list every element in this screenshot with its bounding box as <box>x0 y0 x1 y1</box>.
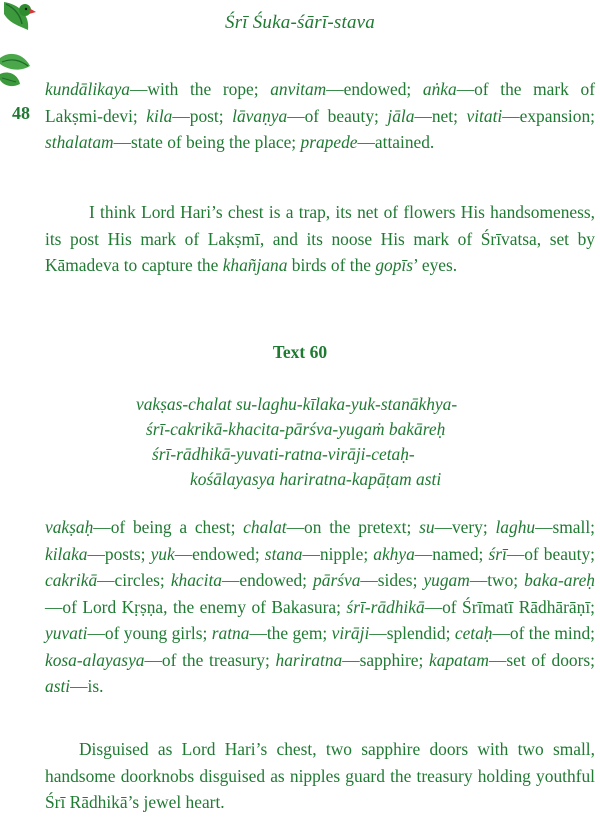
sanskrit-word: vakṣaḥ <box>45 517 94 537</box>
translation-59 <box>45 199 595 279</box>
word-meaning: —set of doors; <box>488 649 595 670</box>
word-meaning: —sapphire; <box>342 649 430 670</box>
word-meanings-60 <box>45 514 595 700</box>
word-meaning: —with the rope; <box>130 79 271 99</box>
word-meaning: —of Lord Kṛṣṇa, the enemy of Bakasura; <box>45 596 347 617</box>
word-meaning: —very; <box>434 517 496 537</box>
word-meaning: —named; <box>414 543 489 564</box>
word-meaning: —of beauty; <box>506 543 595 564</box>
word-meaning: —of the treasury; <box>144 649 276 670</box>
word-meaning: —on the pretext; <box>286 517 420 537</box>
word-meaning: —of beauty; <box>287 105 388 126</box>
sanskrit-word: khacita <box>170 570 222 590</box>
sanskrit-word: su <box>419 517 435 537</box>
word-meaning: —post; <box>172 105 233 126</box>
word-meaning: —state of being the place; <box>113 132 301 152</box>
word-meaning: —splendid; <box>369 623 455 643</box>
sanskrit-word: kila <box>146 105 173 126</box>
verse-60 <box>0 392 600 492</box>
word-meaning: —endowed; <box>174 543 265 564</box>
word-meaning: —of young girls; <box>87 623 212 643</box>
sanskrit-word: śrī <box>488 543 507 564</box>
word-meaning: —small; <box>535 517 595 537</box>
sanskrit-word: kapatam <box>429 649 489 670</box>
word-meaning: —endowed; <box>222 570 314 590</box>
word-meaning: —the gem; <box>249 623 332 643</box>
page-number: 48 <box>12 103 30 123</box>
text-heading: Text 60 <box>272 342 328 362</box>
sanskrit-word: yuk <box>150 543 175 564</box>
word-meaning: —of the mark of Lakṣmi-devi; <box>45 79 595 126</box>
word-meaning: —posts; <box>87 543 151 564</box>
sanskrit-word: baka-areḥ <box>524 570 595 590</box>
translation-text: ’ eyes. <box>413 255 458 275</box>
word-meaning: —two; <box>469 570 525 590</box>
word-meanings-59 <box>45 76 595 156</box>
verse-line: vakṣas-chalat su-laghu-kīlaka-yuk-stanākhya- <box>136 394 458 414</box>
sanskrit-word: hariratna <box>275 649 343 670</box>
translation-text: birds of the <box>287 255 376 275</box>
sanskrit-word: aṅka <box>422 79 457 99</box>
word-meaning: —attained. <box>357 132 435 152</box>
sanskrit-word: asti <box>45 676 71 696</box>
word-meaning: —is. <box>70 676 104 696</box>
sanskrit-word: ratna <box>211 623 250 643</box>
sanskrit-word: stana <box>264 543 303 564</box>
sanskrit-word: cetaḥ <box>454 623 493 643</box>
word-meaning: —net; <box>414 105 467 126</box>
word-meaning: —expansion; <box>502 105 595 126</box>
verse-line: śrī-cakrikā-khacita-pārśva-yugaṁ bakāreḥ <box>146 419 446 439</box>
sanskrit-word: chalat <box>243 517 287 537</box>
sanskrit-word: lāvaṇya <box>232 105 288 126</box>
word-meaning: —endowed; <box>326 79 423 99</box>
verse-line: śrī-rādhikā-yuvati-ratna-virāji-cetaḥ- <box>152 444 415 464</box>
word-meaning: —of the mind; <box>492 623 595 643</box>
sanskrit-word: yugam <box>423 570 470 590</box>
italic-term: khañjana <box>222 255 288 275</box>
sanskrit-word: prapede <box>300 132 358 152</box>
translation-text: I think Lord Hari’s chest is a trap, its net of flowers His handsomeness, its post His mark of Lakṣmī, and its noose His mark of Śrīvatsa, set by Kāmadeva to capture the <box>45 202 595 275</box>
word-meaning: —of being a chest; <box>93 517 244 537</box>
sanskrit-word: pārśva <box>313 570 361 590</box>
sanskrit-word: kundālikaya <box>45 79 130 99</box>
running-header: Śrī Śuka-śārī-stava <box>225 12 375 33</box>
sanskrit-word: laghu <box>495 517 536 537</box>
verse-line: kośālayasya hariratna-kapāṭam asti <box>190 469 442 489</box>
sanskrit-word: yuvati <box>45 623 88 643</box>
sanskrit-word: kilaka <box>45 543 88 564</box>
sanskrit-word: virāji <box>331 623 370 643</box>
sanskrit-word: cakrikā <box>45 570 98 590</box>
sanskrit-word: jāla <box>387 105 415 126</box>
translation-60: Disguised as Lord Hari’s chest, two sapphire doors with two small, handsome doorknobs disguised as nipples guard the treasury holding youthful Śrī Rādhikā’s jewel heart. <box>45 739 595 812</box>
sanskrit-word: akhya <box>373 543 415 564</box>
word-meaning: —circles; <box>97 570 171 590</box>
sanskrit-word: sthalatam <box>45 132 114 152</box>
sanskrit-word: vitati <box>466 105 503 126</box>
sanskrit-word: anvitam <box>270 79 327 99</box>
word-meaning: —nipple; <box>302 543 374 564</box>
word-meaning: —of Śrīmatī Rādhārāṇī; <box>424 596 595 617</box>
italic-term: gopīs <box>375 255 414 275</box>
sanskrit-word: kosa-alayasya <box>45 649 145 670</box>
word-meaning: —sides; <box>360 570 424 590</box>
sanskrit-word: śrī-rādhikā <box>346 596 425 617</box>
